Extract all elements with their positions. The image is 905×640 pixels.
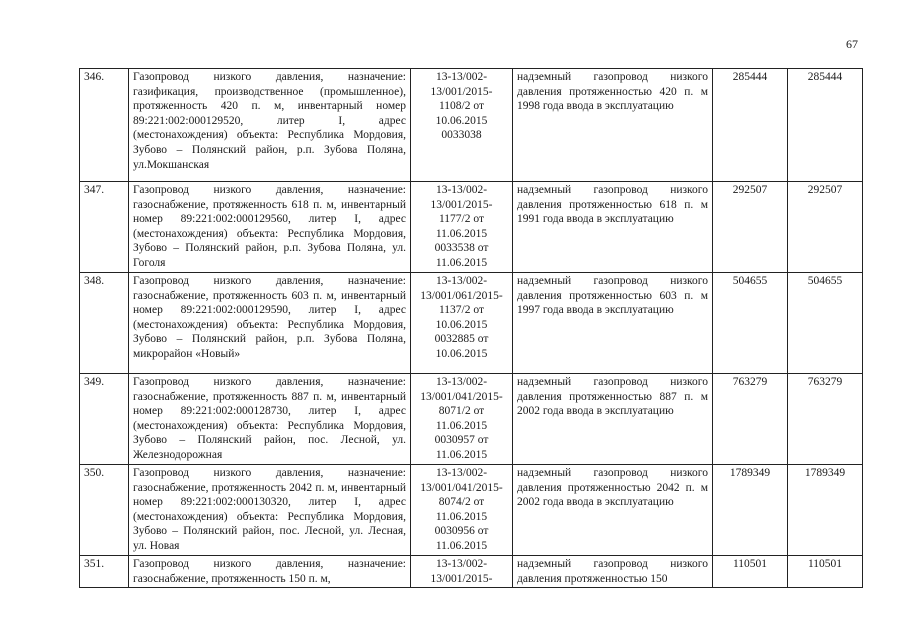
- registration-line: 11.06.2015: [435, 448, 488, 461]
- registration-line: 0032885 от: [434, 333, 489, 346]
- registration-line: 13/001/041/2015-: [420, 390, 503, 403]
- registration-line: 13-13/002-: [435, 71, 488, 83]
- object-description-cell: Газопровод низкого давления, назначение: газоснабжение, протяженность 618 п. м, инвентарный номер 89:221:002:000129560, литер I, адрес (местонахождения) объекта: Республика Мордовия, Зубово – Полянский район, р.п. Зубова Поляна, ул. Гоголя: [129, 182, 411, 273]
- technical-note-cell: надземный газопровод низкого давления протяженностью 2042 п. м 2002 года ввода в эксплуатацию: [513, 465, 713, 556]
- registration-line: 0033038: [441, 129, 482, 142]
- value-cell-2: 763279: [788, 374, 863, 465]
- registration-line: 11.06.2015: [435, 510, 488, 523]
- object-description-cell: Газопровод низкого давления, назначение: газоснабжение, протяженность 150 п. м,: [129, 556, 411, 588]
- row-number-cell: 350.: [80, 465, 129, 556]
- registration-line: 13/001/2015-: [430, 198, 493, 211]
- table-row: [80, 69, 863, 182]
- registration-line: 10.06.2015: [435, 347, 488, 360]
- value-cell-1: 292507: [713, 182, 788, 273]
- table-row: [80, 374, 863, 465]
- value-cell-1: 285444: [713, 69, 788, 182]
- registration-line: 11.06.2015: [435, 256, 488, 269]
- registration-cell: [411, 69, 513, 182]
- registration-line: 13-13/002-: [435, 467, 488, 479]
- row-number-cell: 351.: [80, 556, 129, 588]
- table-row: [80, 465, 863, 556]
- row-number-cell: 347.: [80, 182, 129, 273]
- registration-line: 13/001/2015-: [430, 85, 493, 98]
- registration-cell: [411, 374, 513, 465]
- registration-cell: [411, 465, 513, 556]
- row-number-cell: 346.: [80, 69, 129, 182]
- registration-line: 13-13/002-: [435, 184, 488, 196]
- registration-line: 1108/2 от: [438, 100, 485, 113]
- technical-note-cell: надземный газопровод низкого давления протяженностью 420 п. м 1998 года ввода в эксплуатацию: [513, 69, 713, 182]
- value-cell-2: 110501: [788, 556, 863, 588]
- registration-cell: [411, 273, 513, 374]
- technical-note-cell: надземный газопровод низкого давления протяженностью 603 п. м 1997 года ввода в эксплуатацию: [513, 273, 713, 374]
- registration-line: 13/001/2015-: [430, 572, 493, 585]
- value-cell-2: 292507: [788, 182, 863, 273]
- technical-note-cell: надземный газопровод низкого давления протяженностью 618 п. м 1991 года ввода в эксплуатацию: [513, 182, 713, 273]
- registration-line: 0033538 от: [434, 242, 489, 255]
- registration-line: 1177/2 от: [438, 213, 485, 226]
- value-cell-2: 1789349: [788, 465, 863, 556]
- registration-cell: [411, 182, 513, 273]
- table-row: [80, 182, 863, 273]
- registration-line: 13/001/041/2015-: [420, 481, 503, 494]
- value-cell-1: 110501: [713, 556, 788, 588]
- registration-line: 13-13/002-: [435, 558, 488, 570]
- value-cell-1: 763279: [713, 374, 788, 465]
- object-description-cell: Газопровод низкого давления, назначение: газификация, производственное (промышленное), протяженность 420 п. м, инвентарный номер 89:221:002:000129520, литер I, адрес (местонахождения) объекта: Республика Мордовия, Зубово – Полянский район, р.п. Зубова Поляна, ул.Мокшанская: [129, 69, 411, 182]
- registration-line: 8074/2 от: [438, 496, 485, 509]
- registration-line: 13-13/002-: [435, 275, 488, 287]
- property-registry-table: [79, 68, 863, 588]
- value-cell-2: 504655: [788, 273, 863, 374]
- row-number-cell: 348.: [80, 273, 129, 374]
- registration-line: 11.06.2015: [435, 419, 488, 432]
- object-description-cell: Газопровод низкого давления, назначение: газоснабжение, протяженность 603 п. м, инвентарный номер 89:221:002:000129590, литер I, адрес (местонахождения) объекта: Республика Мордовия, Зубово – Полянский район, р.п. Зубова Поляна, микрорайон «Новый»: [129, 273, 411, 374]
- registration-line: 10.06.2015: [435, 318, 488, 331]
- registration-line: 10.06.2015: [435, 114, 488, 127]
- object-description-cell: Газопровод низкого давления, назначение: газоснабжение, протяженность 2042 п. м, инвентарный номер 89:221:002:000130320, литер I, адрес (местонахождения) объекта: Республика Мордовия, Зубово – Полянский район, пос. Лесной, ул. Лесная, ул. Новая: [129, 465, 411, 556]
- registration-cell: [411, 556, 513, 588]
- registration-line: 13/001/061/2015-: [420, 289, 503, 302]
- technical-note-cell: надземный газопровод низкого давления протяженностью 150: [513, 556, 713, 588]
- table-row: [80, 273, 863, 374]
- registration-line: 0030957 от: [434, 434, 489, 447]
- value-cell-2: 285444: [788, 69, 863, 182]
- registration-line: 0030956 от: [434, 525, 489, 538]
- registration-line: 11.06.2015: [435, 227, 488, 240]
- registration-line: 1137/2 от: [438, 304, 485, 317]
- page-number: 67: [846, 37, 858, 51]
- value-cell-1: 504655: [713, 273, 788, 374]
- table-row: [80, 556, 863, 588]
- registration-line: 13-13/002-: [435, 376, 488, 388]
- technical-note-cell: надземный газопровод низкого давления протяженностью 887 п. м 2002 года ввода в эксплуатацию: [513, 374, 713, 465]
- registration-line: 11.06.2015: [435, 539, 488, 552]
- object-description-cell: Газопровод низкого давления, назначение: газоснабжение, протяженность 887 п. м, инвентарный номер 89:221:002:000128730, литер I, адрес (местонахождения) объекта: Республика Мордовия, Зубово – Полянский район, пос. Лесной, ул. Железнодорожная: [129, 374, 411, 465]
- row-number-cell: 349.: [80, 374, 129, 465]
- registration-line: 8071/2 от: [438, 405, 485, 418]
- value-cell-1: 1789349: [713, 465, 788, 556]
